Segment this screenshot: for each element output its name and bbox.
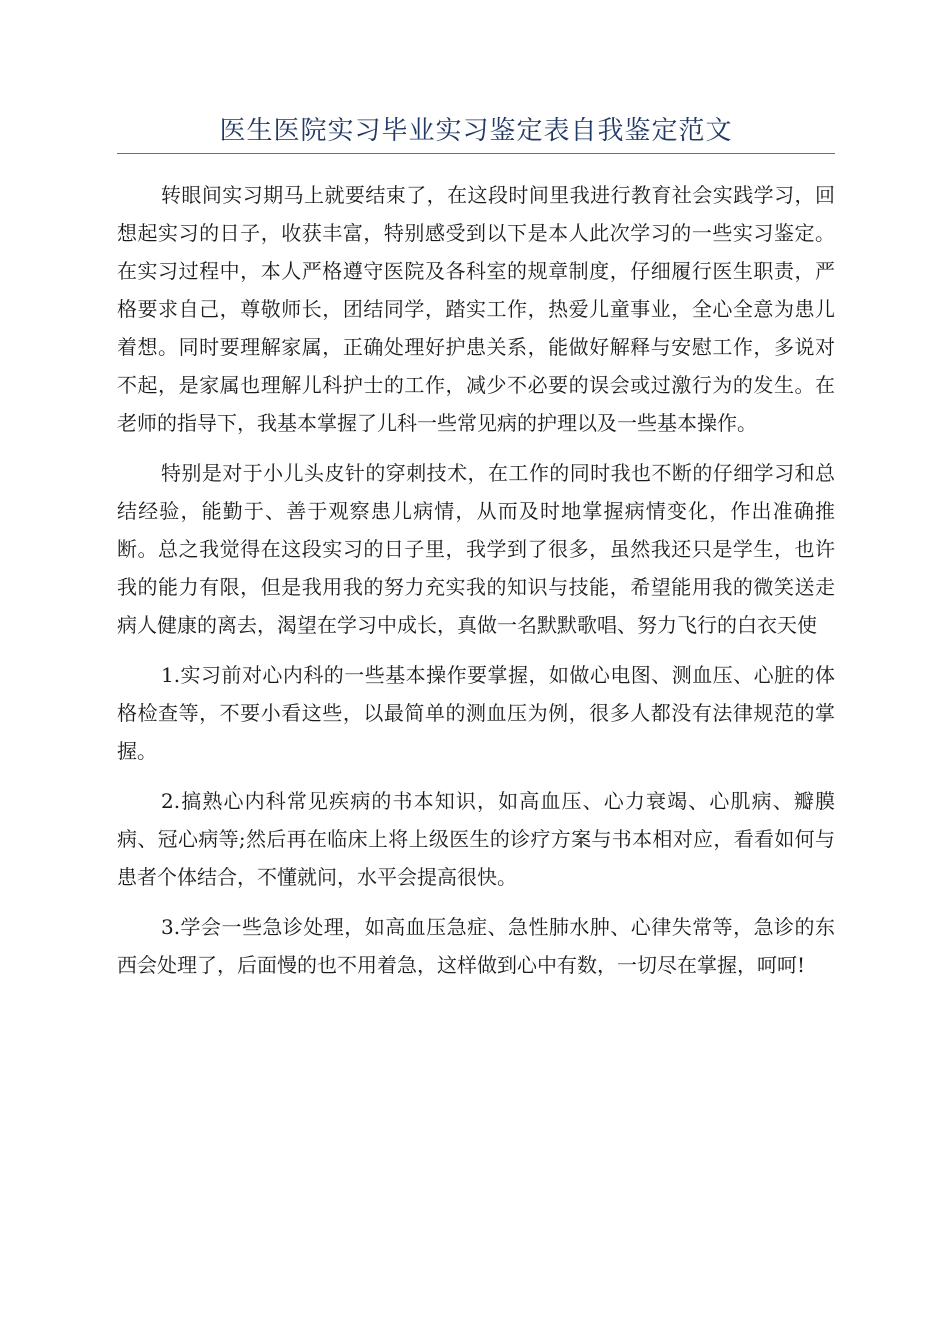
- title-underline: [117, 153, 835, 154]
- paragraph-point-2: 2.搞熟心内科常见疾病的书本知识，如高血压、心力衰竭、心肌病、瓣膜病、冠心病等;然后再在临床上将上级医生的诊疗方案与书本相对应，看看如何与患者个体结合，不懂就问，水平会提高很快。: [117, 789, 835, 889]
- document-title: 医生医院实习毕业实习鉴定表自我鉴定范文: [219, 116, 733, 146]
- paragraph-point-1: 1.实习前对心内科的一些基本操作要掌握，如做心电图、测血压、心脏的体格检查等，不要小看这些，以最简单的测血压为例，很多人都没有法律规范的掌握。: [117, 663, 835, 763]
- document-body: [117, 176, 835, 994]
- paragraph-skills: 特别是对于小儿头皮针的穿刺技术，在工作的同时我也不断的仔细学习和总结经验，能勤于、善于观察患儿病情，从而及时地掌握病情变化，作出准确推断。总之我觉得在这段实习的日子里，我学到了很多，虽然我还只是学生，也许我的能力有限，但是我用我的努力充实我的知识与技能，希望能用我的微笑送走病人健康的离去，渴望在学习中成长，真做一名默默歌唱、努力飞行的白衣天使: [117, 461, 835, 637]
- paragraph-point-3: 3.学会一些急诊处理，如高血压急症、急性肺水肿、心律失常等，急诊的东西会处理了，后面慢的也不用着急，这样做到心中有数，一切尽在掌握，呵呵!: [117, 915, 835, 977]
- paragraph-intro: 转眼间实习期马上就要结束了，在这段时间里我进行教育社会实践学习，回想起实习的日子，收获丰富，特别感受到以下是本人此次学习的一些实习鉴定。在实习过程中，本人严格遵守医院及各科室的规章制度，仔细履行医生职责，严格要求自己，尊敬师长，团结同学，踏实工作，热爱儿童事业，全心全意为患儿着想。同时要理解家属，正确处理好护患关系，能做好解释与安慰工作，多说对不起，是家属也理解儿科护士的工作，减少不必要的误会或过激行为的发生。在老师的指导下，我基本掌握了儿科一些常见病的护理以及一些基本操作。: [117, 183, 835, 435]
